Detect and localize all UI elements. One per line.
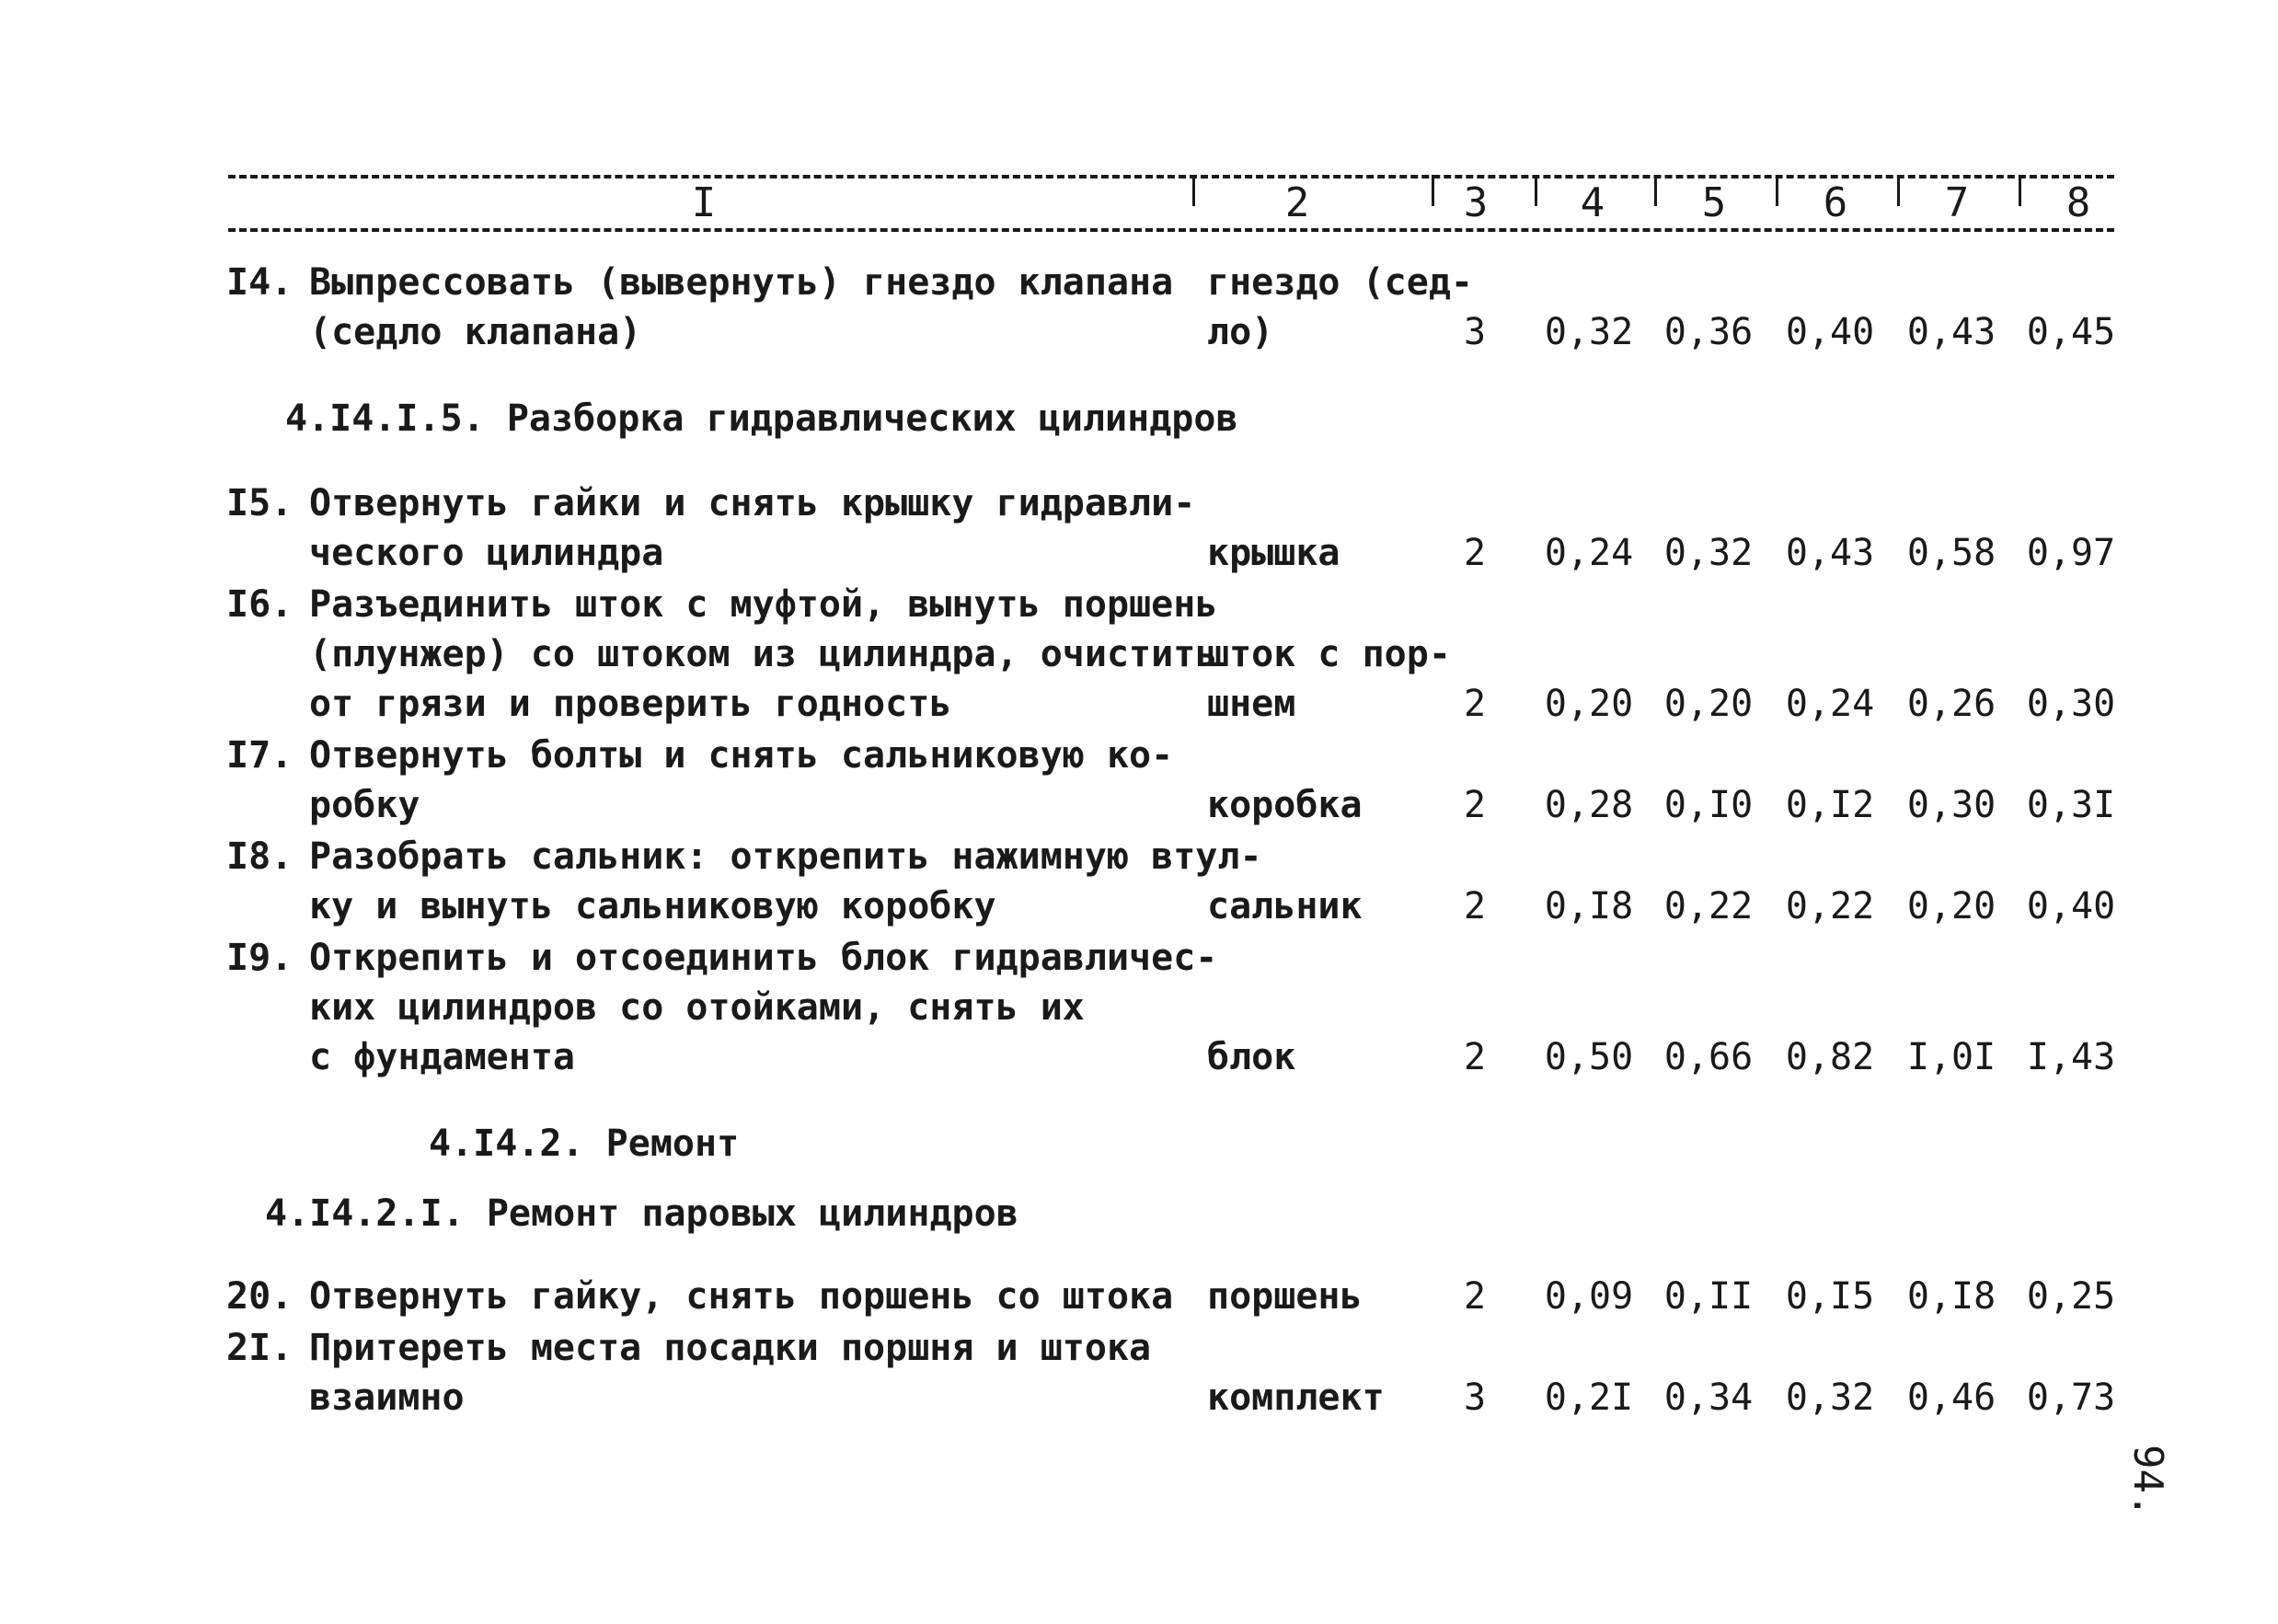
- row-value: 0,3I: [2026, 784, 2116, 826]
- row-text-line: от грязи и проверить годность: [309, 683, 952, 725]
- row-number: I5.: [226, 482, 293, 524]
- row-value: I,0I: [1906, 1036, 1996, 1078]
- row-value: 0,82: [1785, 1036, 1875, 1078]
- row-unit-line: блок: [1207, 1036, 1296, 1078]
- row-value: 0,II: [1663, 1275, 1754, 1318]
- row-unit-line: комплект: [1207, 1376, 1385, 1419]
- section-heading: 4.I4.2. Ремонт: [429, 1123, 740, 1165]
- header-col-7: 7: [1944, 179, 1970, 226]
- row-text-line: (плунжер) со штоком из цилиндра, очистить: [309, 633, 1218, 675]
- row-number: I6.: [226, 583, 293, 626]
- row-value: 0,I8: [1906, 1275, 1996, 1318]
- row-value: 0,24: [1544, 532, 1634, 574]
- row-number: 2I.: [226, 1327, 293, 1369]
- row-col3: 3: [1463, 1376, 1487, 1419]
- row-col3: 2: [1463, 885, 1487, 927]
- row-text-line: ку и вынуть сальниковую коробку: [309, 885, 996, 927]
- row-number: I9.: [226, 937, 293, 979]
- row-value: 0,30: [2026, 683, 2116, 725]
- row-number: I8.: [226, 835, 293, 878]
- row-col3: 2: [1463, 784, 1487, 826]
- header-separator: [1897, 175, 1900, 206]
- row-value: 0,32: [1544, 311, 1634, 353]
- header-separator: [1432, 175, 1434, 206]
- row-value: 0,26: [1906, 683, 1996, 725]
- row-unit-line: крышка: [1207, 532, 1340, 574]
- row-value: 0,50: [1544, 1036, 1634, 1078]
- row-col3: 2: [1463, 1036, 1487, 1078]
- row-value: 0,20: [1544, 683, 1634, 725]
- row-col3: 2: [1463, 683, 1487, 725]
- row-value: 0,36: [1663, 311, 1754, 353]
- row-value: 0,43: [1906, 311, 1996, 353]
- row-text-line: с фундамента: [309, 1036, 575, 1078]
- row-unit-line: сальник: [1207, 885, 1363, 927]
- header-col-1: I: [691, 179, 717, 226]
- header-col-8: 8: [2065, 179, 2091, 226]
- row-value: 0,32: [1663, 532, 1754, 574]
- header-top-rule: [228, 175, 2114, 179]
- row-text-line: Отвернуть гайку, снять поршень со штока: [309, 1275, 1174, 1318]
- row-value: 0,40: [1785, 311, 1875, 353]
- header-col-5: 5: [1701, 179, 1727, 226]
- row-text-line: Разъединить шток с муфтой, вынуть поршень: [309, 583, 1218, 626]
- row-value: 0,32: [1785, 1376, 1875, 1419]
- row-text-line: Разобрать сальник: открепить нажимную втул-: [309, 835, 1262, 878]
- row-value: 0,46: [1906, 1376, 1996, 1419]
- section-heading: 4.I4.I.5. Разборка гидравлических цилиндров: [285, 397, 1238, 440]
- row-unit-line: поршень: [1207, 1275, 1363, 1318]
- row-value: 0,09: [1544, 1275, 1634, 1318]
- row-value: 0,22: [1785, 885, 1875, 927]
- row-value: 0,34: [1663, 1376, 1754, 1419]
- row-value: 0,28: [1544, 784, 1634, 826]
- header-col-3: 3: [1463, 179, 1489, 226]
- header-col-6: 6: [1823, 179, 1848, 226]
- row-text-line: Открепить и отсоединить блок гидравличес-: [309, 937, 1218, 979]
- row-value: 0,2I: [1544, 1376, 1634, 1419]
- row-value: 0,I5: [1785, 1275, 1875, 1318]
- row-value: 0,20: [1906, 885, 1996, 927]
- row-value: 0,43: [1785, 532, 1875, 574]
- row-value: 0,58: [1906, 532, 1996, 574]
- row-value: 0,73: [2026, 1376, 2116, 1419]
- row-text-line: ких цилиндров со отойками, снять их: [309, 986, 1085, 1029]
- row-value: 0,22: [1663, 885, 1754, 927]
- row-unit-line: шток с пор-: [1207, 633, 1451, 675]
- row-text-line: ческого цилиндра: [309, 532, 664, 574]
- row-value: 0,I0: [1663, 784, 1754, 826]
- row-unit-line: шнем: [1207, 683, 1296, 725]
- page-number: 94.: [2124, 1445, 2171, 1518]
- row-text-line: Притереть места посадки поршня и штока: [309, 1327, 1152, 1369]
- row-text-line: Выпрессовать (вывернуть) гнездо клапана: [309, 261, 1174, 304]
- row-text-line: робку: [309, 784, 420, 826]
- row-value: I,43: [2026, 1036, 2116, 1078]
- header-separator: [1192, 175, 1195, 206]
- row-value: 0,25: [2026, 1275, 2116, 1318]
- row-col3: 2: [1463, 1275, 1487, 1318]
- header-separator: [1776, 175, 1778, 206]
- row-col3: 2: [1463, 532, 1487, 574]
- row-value: 0,45: [2026, 311, 2116, 353]
- row-text-line: Отвернуть гайки и снять крышку гидравли-: [309, 482, 1196, 524]
- row-value: 0,I8: [1544, 885, 1634, 927]
- header-separator: [1535, 175, 1537, 206]
- row-value: 0,24: [1785, 683, 1875, 725]
- row-value: 0,40: [2026, 885, 2116, 927]
- header-bottom-rule: [228, 228, 2114, 232]
- row-unit-line: гнездо (сед-: [1207, 261, 1473, 304]
- row-unit-line: ло): [1207, 311, 1274, 353]
- row-text-line: Отвернуть болты и снять сальниковую ко-: [309, 734, 1174, 777]
- header-separator: [2019, 175, 2021, 206]
- row-value: 0,66: [1663, 1036, 1754, 1078]
- row-text-line: (седло клапана): [309, 311, 642, 353]
- row-unit-line: коробка: [1207, 784, 1363, 826]
- row-number: 20.: [226, 1275, 293, 1318]
- section-heading: 4.I4.2.I. Ремонт паровых цилиндров: [265, 1192, 1018, 1235]
- header-separator: [1654, 175, 1657, 206]
- header-col-2: 2: [1284, 179, 1310, 226]
- header-col-4: 4: [1580, 179, 1605, 226]
- row-value: 0,I2: [1785, 784, 1875, 826]
- row-text-line: взаимно: [309, 1376, 465, 1419]
- row-value: 0,20: [1663, 683, 1754, 725]
- row-value: 0,97: [2026, 532, 2116, 574]
- row-value: 0,30: [1906, 784, 1996, 826]
- row-number: I4.: [226, 261, 293, 304]
- row-col3: 3: [1463, 311, 1487, 353]
- row-number: I7.: [226, 734, 293, 777]
